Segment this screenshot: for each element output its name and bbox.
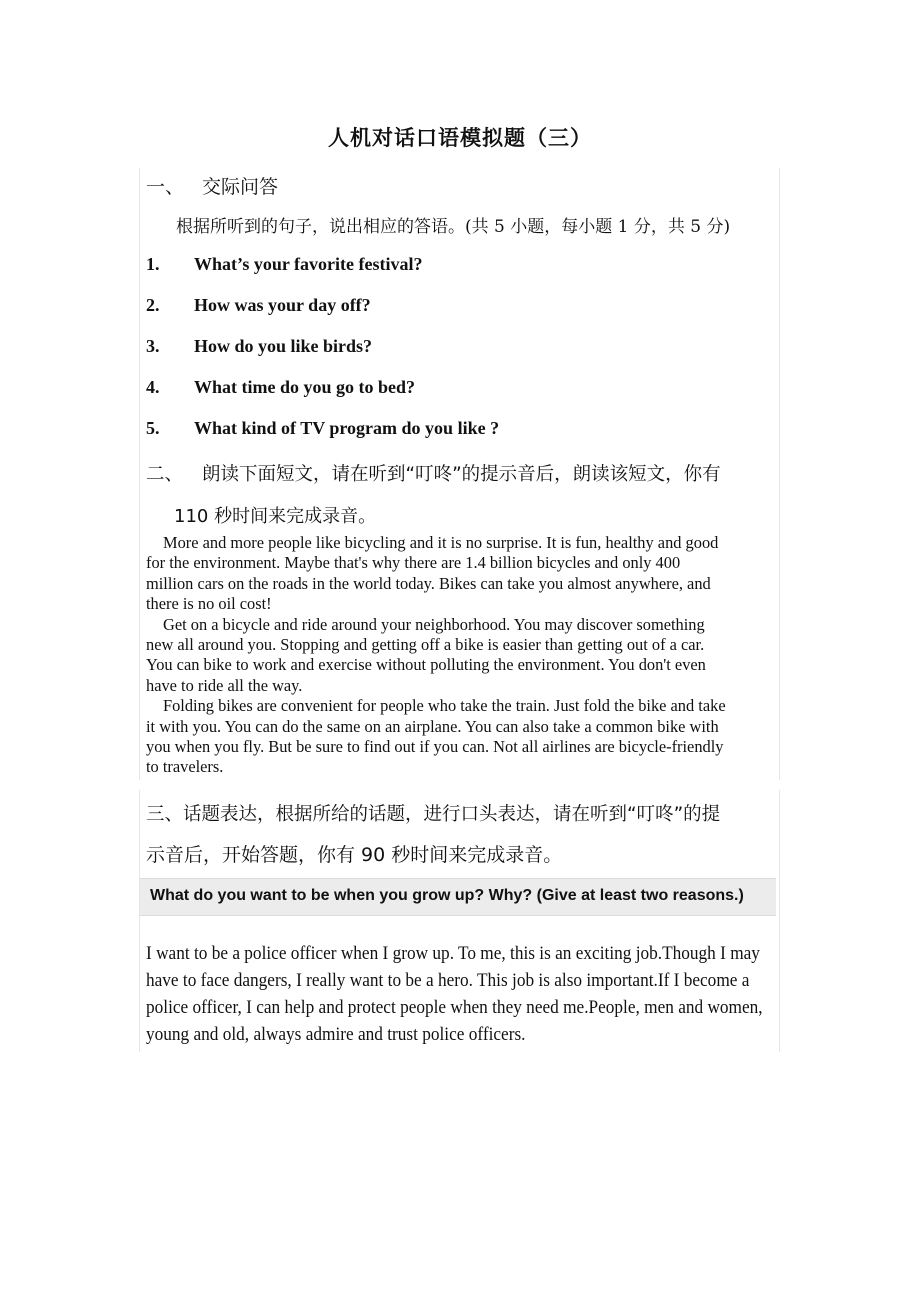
question-number: 4. bbox=[146, 377, 160, 397]
question-item bbox=[146, 295, 499, 336]
topic-prompt-box bbox=[140, 878, 776, 916]
question-text: What’s your favorite festival? bbox=[194, 254, 423, 274]
passage-paragraph: Get on a bicycle and ride around your neighborhood. You may discover something new all around you. Stopping and getting off a bike is easier than getting out of a car. You can bike to work and exercise without polluting the environment. You don't even have to ride all the way. bbox=[146, 614, 706, 695]
question-item bbox=[146, 377, 499, 418]
left-margin-rule bbox=[139, 168, 140, 780]
passage-paragraph: Folding bikes are convenient for people who take the train. Just fold the bike and take it with you. You can do the same on an airplane. You can also take a common bike with you when you fly. But be sure to find out if you can. Not all airlines are bicycle-friendly to travelers. bbox=[146, 696, 726, 777]
section-3-heading: 三、话题表达，根据所给的话题，进行口头表达，请在听到“叮咚”的提 bbox=[146, 804, 721, 825]
question-number: 2. bbox=[146, 295, 160, 315]
question-text: How was your day off? bbox=[194, 295, 371, 315]
section-1-number: 一、 bbox=[146, 176, 185, 198]
question-number: 3. bbox=[146, 336, 160, 356]
passage-paragraph: More and more people like bicycling and it is no surprise. It is fun, healthy and good for the environment. Maybe that's why there are 1.4 billion bicycles and only 400 million cars on the roads in the world today. Bikes can take you almost anywhere, and there is no oil cost! bbox=[146, 533, 719, 614]
section-1-heading bbox=[146, 172, 278, 199]
section-1-instruction: 根据所听到的句子，说出相应的答语。(共 5 小题，每小题 1 分，共 5 分) bbox=[176, 217, 731, 237]
right-margin-rule-2 bbox=[779, 790, 780, 1052]
right-margin-rule bbox=[779, 168, 780, 780]
topic-prompt: What do you want to be when you grow up? Why? (Give at least two reasons.) bbox=[150, 887, 744, 904]
question-item bbox=[146, 336, 499, 377]
question-text: What time do you go to bed? bbox=[194, 377, 416, 397]
question-text: What kind of TV program do you like ? bbox=[194, 418, 500, 438]
section-2-heading bbox=[146, 460, 721, 486]
section-3-heading-continued: 示音后，开始答题，你有 90 秒时间来完成录音。 bbox=[146, 844, 563, 866]
question-number: 5. bbox=[146, 418, 160, 438]
question-list bbox=[146, 254, 499, 459]
section-1-title: 交际问答 bbox=[202, 176, 279, 198]
question-number: 1. bbox=[146, 254, 160, 274]
reading-passage bbox=[146, 533, 726, 778]
question-text: How do you like birds? bbox=[194, 336, 373, 356]
sample-answer: I want to be a police officer when I grow up. To me, this is an exciting job.Though I may have to face dangers, I really want to be a hero. This job is also important.If I become a police officer, I can help and protect people when they need me.People, men and women, young and old, always admire and trust police officers. bbox=[146, 943, 763, 1045]
section-2-number: 二、 bbox=[146, 464, 184, 485]
section-2-heading-continued: 110 秒时间来完成录音。 bbox=[174, 506, 377, 527]
page-title: 人机对话口语模拟题（三） bbox=[328, 126, 592, 150]
left-margin-rule-2 bbox=[139, 790, 140, 1052]
question-item bbox=[146, 418, 499, 459]
section-2-title: 朗读下面短文，请在听到“叮咚”的提示音后，朗读该短文，你有 bbox=[202, 464, 721, 485]
question-item bbox=[146, 254, 499, 295]
